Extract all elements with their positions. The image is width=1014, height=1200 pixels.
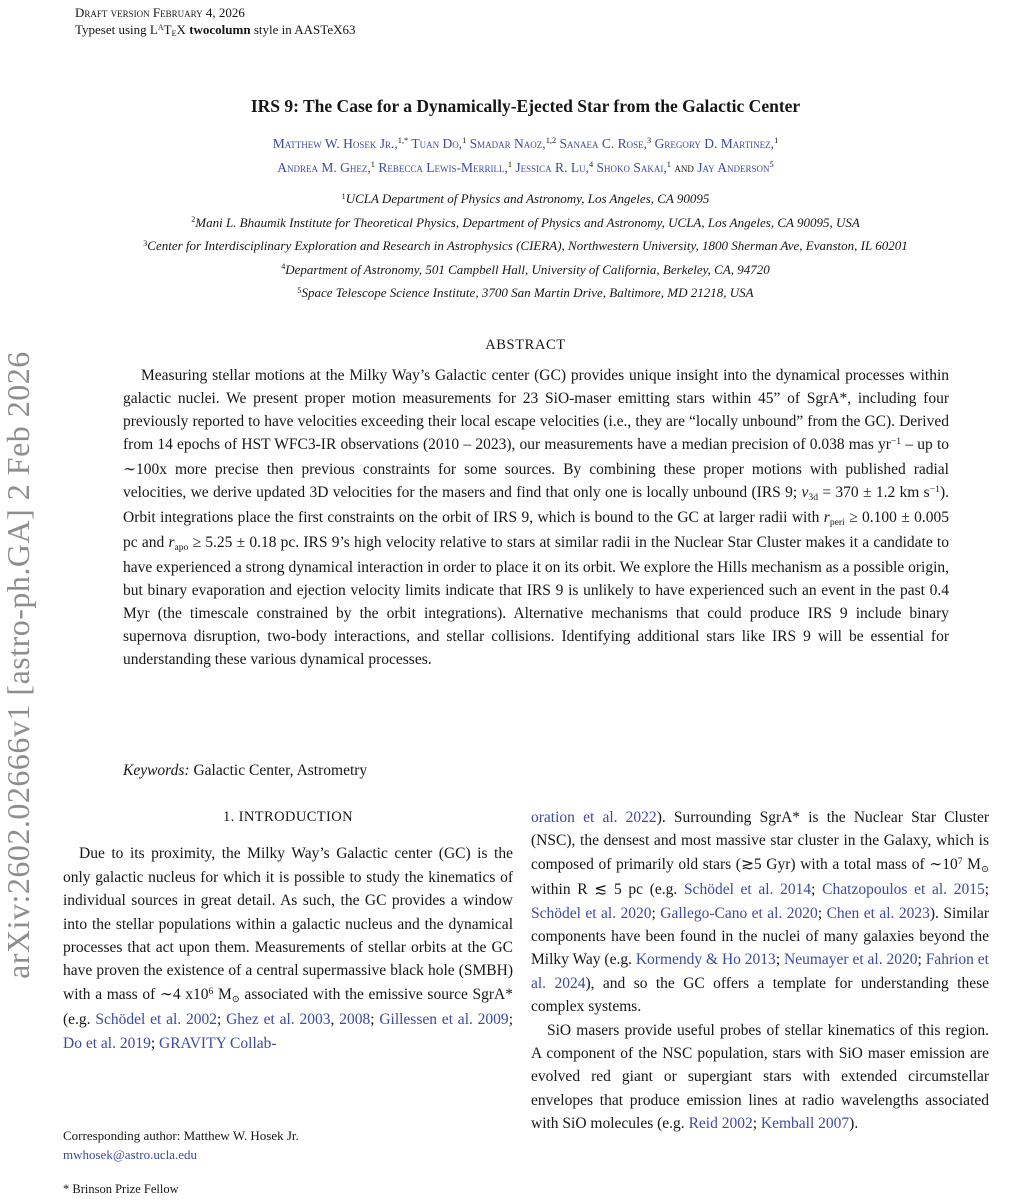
text-segment: and	[670, 160, 698, 175]
text-segment: 1	[666, 160, 671, 170]
citation-link[interactable]: Schödel et al. 2002	[95, 1011, 217, 1029]
text-segment: A	[157, 22, 164, 32]
text-segment: −1	[890, 435, 902, 447]
text-segment: Measuring stellar motions at the Milky Way’s Galactic center (GC) provides unique insight into the dynamical processes within galactic nuclei. We present proper motion measurements for 23 SiO-maser emitting stars within 45” of SgrA*, including four previously reported to have velocities exceeding their local escape velocities (i.e., they are “locally unbound” from the GC). Derived from 14 epochs of HST WFC3-IR observations (2010 – 2023), our measurements have a median precision of 0.038 mas yr	[123, 367, 949, 453]
text-segment: 1	[462, 136, 467, 146]
text-segment: E	[171, 29, 177, 39]
author-list	[63, 133, 988, 181]
text-segment: ;	[370, 1011, 380, 1029]
text-segment: r	[168, 534, 175, 551]
citation-link[interactable]: Andrea M. Ghez,	[277, 160, 371, 175]
footnote-brinson-fellow: * Brinson Prize Fellow	[63, 1182, 179, 1196]
author-line-1	[63, 133, 988, 157]
text-segment: ⊙	[980, 863, 989, 875]
email-link[interactable]: mwhosek@astro.ucla.edu	[63, 1147, 197, 1162]
text-segment: ;	[150, 1034, 160, 1052]
text-segment: ). Similar components have been found in the nuclei of many galaxies beyond the Milky Way (e.g.	[531, 904, 990, 969]
section-heading-introduction: 1. INTRODUCTION	[222, 809, 354, 825]
text-segment: 3	[647, 136, 652, 146]
text-segment: Typeset using L	[75, 22, 158, 37]
affiliation-number: 5	[297, 285, 302, 295]
text-segment: ;	[775, 951, 785, 969]
typeset-line	[75, 21, 355, 40]
text-segment: ;	[651, 904, 661, 922]
text-segment: = 370 ± 1.2 km s	[818, 484, 930, 501]
citation-link[interactable]: Do et al. 2019	[63, 1034, 151, 1052]
text-segment: T	[163, 22, 172, 37]
text-segment: ). Orbit integrations place the first constraints on the orbit of IRS 9, which is bound to the GC at larger radii with	[123, 484, 949, 526]
text-segment: 1	[507, 160, 513, 170]
text-segment: ≥ 0.100 ± 0.005 pc and	[123, 509, 949, 551]
citation-link[interactable]: Shoko Sakai,	[596, 160, 667, 175]
text-segment: ;	[917, 951, 926, 969]
text-segment: Keywords:	[123, 762, 194, 779]
text-segment: associated with the emissive source SgrA* (e.g.	[63, 985, 513, 1029]
affiliation-text: Mani L. Bhaumik Institute for Theoretical Physics, Department of Physics and Astronomy, UCLA, Los Angeles, CA 90095, USA	[195, 214, 860, 230]
abstract-body	[123, 364, 949, 671]
citation-link[interactable]: Kemball 2007	[760, 1115, 850, 1133]
text-segment: 1,*	[397, 136, 409, 146]
text-segment: – up to ∼100x more precise then previous constraints for some sources. By combining these proper motions with published radial velocities, we derive updated 3D velocities for the masers and find that only one is locally unbound (IRS 9;	[123, 436, 950, 501]
intro-paragraph-sio-masers	[531, 1019, 989, 1136]
text-segment: ,	[330, 1011, 340, 1029]
citation-link[interactable]: Smadar Naoz,	[469, 136, 546, 151]
citation-link[interactable]: Gregory D. Martinez,	[654, 136, 775, 151]
affiliation-list	[63, 188, 988, 306]
text-segment: M	[962, 855, 981, 873]
corresponding-author-line: Corresponding author: Matthew W. Hosek Jr.	[63, 1128, 299, 1143]
draft-header	[75, 4, 355, 40]
text-segment: ), and so the GC offers a template for understanding these complex systems.	[531, 974, 990, 1016]
text-segment: −1	[929, 483, 940, 495]
text-segment: 5	[769, 160, 774, 170]
citation-link[interactable]: Jay Anderson	[697, 160, 770, 175]
affiliation-text: Department of Astronomy, 501 Campbell Hall, University of California, Berkeley, CA, 94720	[285, 261, 770, 277]
affiliation-number: 3	[143, 238, 148, 248]
text-segment: r	[823, 509, 830, 526]
text-segment: ;	[752, 1115, 761, 1133]
affiliation-5	[63, 282, 988, 306]
citation-link[interactable]: Chatzopoulos et al. 2015	[822, 881, 985, 899]
affiliation-number: 2	[191, 215, 196, 225]
affiliation-2	[63, 212, 988, 236]
citation-link[interactable]: Matthew W. Hosek Jr.,	[272, 136, 398, 151]
text-segment: 6	[208, 985, 214, 997]
text-segment: Due to its proximity, the Milky Way’s Galactic center (GC) is the only galactic nucleus for which it is possible to study the kinematics of individual sources in great detail. As such, the GC provides a window into the stellar populations within a galactic nucleus and the dynamical processes that act upon them. Measurements of stellar orbits at the GC have proven the existence of a central supermassive black hole (SMBH) with a mass of ∼4 x10	[63, 845, 513, 1003]
affiliation-4	[63, 259, 988, 283]
text-segment: 1	[774, 136, 779, 146]
intro-paragraph-left	[63, 842, 513, 1055]
affiliation-3	[63, 235, 988, 259]
corresponding-author-block	[63, 1126, 513, 1164]
citation-link[interactable]: Schödel et al. 2020	[531, 904, 652, 922]
abstract-heading: ABSTRACT	[485, 337, 566, 353]
citation-link[interactable]: GRAVITY Collab-	[159, 1034, 277, 1052]
left-column	[63, 806, 513, 1055]
text-segment: 7	[957, 855, 963, 867]
text-segment: ;	[216, 1011, 227, 1029]
citation-link[interactable]: Fahrion et al. 2024	[531, 951, 989, 992]
text-segment: within R ≲ 5 pc (e.g.	[531, 881, 684, 899]
text-segment: M	[213, 985, 232, 1003]
text-segment: ⊙	[231, 993, 240, 1005]
citation-link[interactable]: Gallego-Cano et al. 2020	[660, 904, 818, 922]
text-segment: ;	[811, 881, 823, 899]
text-segment: ;	[817, 904, 827, 922]
intro-paragraph-right-continuation	[531, 806, 989, 1019]
draft-version-line: Draft version February 4, 2026	[75, 5, 245, 20]
citation-link[interactable]: Rebecca Lewis-Merrill,	[378, 160, 508, 175]
author-line-2	[63, 157, 988, 181]
affiliation-number: 1	[341, 191, 346, 201]
affiliation-1	[63, 188, 988, 212]
text-segment: twocolumn	[189, 22, 251, 37]
text-segment: X	[176, 22, 190, 37]
arxiv-watermark: arXiv:2602.02666v1 [astro-ph.GA] 2 Feb 2026	[0, 351, 36, 979]
citation-link[interactable]: 2008	[339, 1011, 371, 1029]
right-column	[531, 806, 989, 1136]
citation-link[interactable]: Reid 2002	[688, 1115, 753, 1133]
paper-title: IRS 9: The Case for a Dynamically-Ejected Star from the Galactic Center	[250, 96, 801, 116]
keywords-line	[123, 762, 949, 780]
text-segment: apo	[174, 541, 189, 553]
citation-link[interactable]: Sanaea C. Rose,	[559, 136, 648, 151]
citation-link[interactable]: Kormendy & Ho 2013	[635, 951, 776, 969]
text-segment: ).	[849, 1115, 859, 1133]
citation-link[interactable]: Chen et al. 2023	[826, 904, 930, 922]
text-segment: style in AASTeX63	[250, 22, 356, 37]
affiliation-text: Center for Interdisciplinary Exploration and Research in Astrophysics (CIERA), Northwestern University, 1800 Sherman Ave, Evanston, IL 60201	[147, 238, 908, 253]
citation-link[interactable]: Schödel et al. 2014	[683, 881, 812, 899]
text-segment: 3d	[808, 491, 818, 503]
text-segment: 1,2	[545, 136, 557, 146]
text-segment: peri	[829, 516, 845, 528]
text-segment: ). Surrounding SgrA* is the Nuclear Star Cluster (NSC), the densest and most massive star cluster in the Galaxy, which is composed of primarily old stars (≳5 Gyr) with a total mass of ∼10	[531, 809, 989, 873]
citation-link[interactable]: Gillessen et al. 2009	[379, 1011, 509, 1029]
citation-link[interactable]: Tuan Do,	[411, 136, 463, 151]
text-segment: v	[801, 484, 809, 501]
text-segment: Galactic Center, Astrometry	[193, 762, 368, 779]
citation-link[interactable]: oration et al. 2022	[531, 809, 657, 826]
text-segment: 1	[370, 160, 375, 170]
text-segment: SiO masers provide useful probes of stellar kinematics of this region. A component of the NSC population, stars with SiO maser emission are evolved red giant or supergiant stars with extended circumstellar envelopes that produce emission lines at radio wavelengths associated with SiO molecules (e.g.	[531, 1021, 989, 1133]
text-segment: 4	[588, 160, 594, 170]
text-segment: ≥ 5.25 ± 0.18 pc. IRS 9’s high velocity relative to stars at similar radii in the Nuclear Star Cluster makes it a candidate to have experienced a strong dynamical interaction in order to place it on its orbit. We explore the Hills mechanism as a possible origin, but binary evaporation and ejection velocity limits indicate that IRS 9 is unlikely to have experienced such an event in the past 0.4 Myr (the timescale constrained by the orbit integrations). Alternative mechanisms that could produce IRS 9 include binary supernova disruption, two-body interactions, and stellar collisions. Identifying additional stars like IRS 9 will be essential for understanding these various dynamical processes.	[123, 534, 949, 668]
citation-link[interactable]: Neumayer et al. 2020	[784, 951, 918, 969]
text-segment: ;	[508, 1011, 513, 1029]
affiliation-text: Space Telescope Science Institute, 3700 San Martin Drive, Baltimore, MD 21218, USA	[301, 285, 754, 300]
text-segment: ;	[984, 881, 990, 899]
affiliation-number: 4	[281, 262, 286, 272]
affiliation-text: UCLA Department of Physics and Astronomy, Los Angeles, CA 90095	[345, 191, 710, 206]
citation-link[interactable]: Ghez et al. 2003	[226, 1011, 331, 1029]
citation-link[interactable]: Jessica R. Lu,	[515, 160, 589, 175]
